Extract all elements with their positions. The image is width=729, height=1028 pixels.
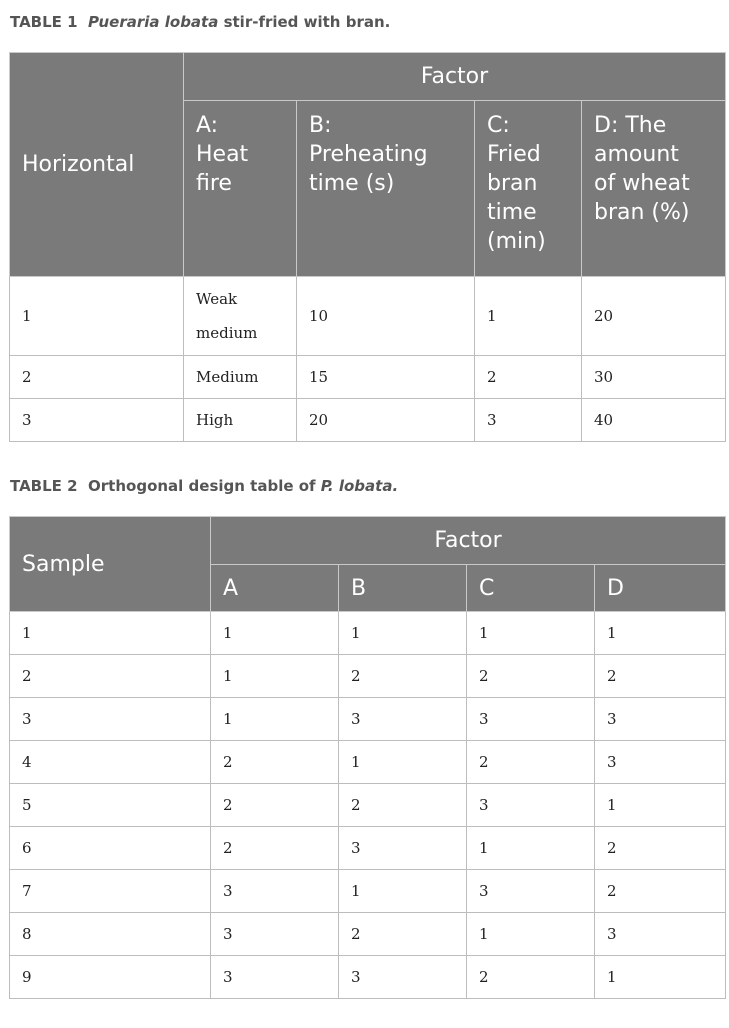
table-row: [10, 356, 726, 399]
table2-cell-c: 2: [467, 655, 595, 698]
table2-cell-d: 2: [595, 655, 726, 698]
table2-cell-c: 2: [467, 956, 595, 999]
table-row: [10, 399, 726, 442]
table2-cell-a: 3: [211, 956, 339, 999]
table-row: [10, 612, 726, 655]
table-row: [10, 698, 726, 741]
table2-cell-c: 3: [467, 784, 595, 827]
table1-cell-d: 40: [582, 399, 726, 442]
table1: [9, 52, 726, 442]
table2-cell-b: 1: [339, 870, 467, 913]
table-row: [10, 956, 726, 999]
table2-cell-a: 3: [211, 870, 339, 913]
table1-cell-d: 20: [582, 277, 726, 356]
table-row: [10, 827, 726, 870]
table2-sample: 4: [10, 741, 211, 784]
table2-caption-text: Orthogonal design table of: [88, 477, 316, 495]
table2-caption-number: TABLE 2: [10, 477, 78, 495]
table1-factor-header: Factor: [184, 53, 726, 101]
table2-row-header: Sample: [10, 517, 211, 612]
table1-col-a-header: A: Heat fire: [184, 101, 297, 277]
table2-cell-b: 3: [339, 698, 467, 741]
table-row: [10, 741, 726, 784]
table1-cell-a: Medium: [184, 356, 297, 399]
table1-col-b-header: B: Preheating time (s): [297, 101, 475, 277]
table2-cell-b: 2: [339, 784, 467, 827]
table2-cell-c: 3: [467, 698, 595, 741]
table-row: [10, 870, 726, 913]
table2-cell-c: 2: [467, 741, 595, 784]
table2-sample: 6: [10, 827, 211, 870]
table1-cell-a: High: [184, 399, 297, 442]
table2-cell-d: 2: [595, 870, 726, 913]
table2-sample: 2: [10, 655, 211, 698]
table2-col-d-header: D: [595, 565, 726, 612]
table1-cell-b: 15: [297, 356, 475, 399]
table1-cell-b: 20: [297, 399, 475, 442]
table2-cell-c: 1: [467, 827, 595, 870]
table2-sample: 9: [10, 956, 211, 999]
table1-cell-a: Weak medium: [184, 277, 297, 356]
table2-cell-b: 1: [339, 612, 467, 655]
table1-caption-text: stir-fried with bran.: [223, 13, 391, 31]
table1-cell-c: 3: [475, 399, 582, 442]
table2-cell-c: 3: [467, 870, 595, 913]
table2: [9, 516, 726, 999]
table2-cell-c: 1: [467, 612, 595, 655]
table2-cell-d: 1: [595, 956, 726, 999]
table2-sample: 3: [10, 698, 211, 741]
table1-cell-c: 1: [475, 277, 582, 356]
table2-cell-d: 1: [595, 784, 726, 827]
table2-cell-a: 1: [211, 698, 339, 741]
table2-cell-d: 3: [595, 741, 726, 784]
table1-caption-number: TABLE 1: [10, 13, 78, 31]
table2-cell-a: 1: [211, 612, 339, 655]
table2-sample: 5: [10, 784, 211, 827]
table2-cell-b: 1: [339, 741, 467, 784]
table2-cell-a: 3: [211, 913, 339, 956]
table2-col-a-header: A: [211, 565, 339, 612]
table1-caption: [10, 13, 390, 31]
table1-level: 3: [10, 399, 184, 442]
table2-cell-a: 2: [211, 784, 339, 827]
table2-col-b-header: B: [339, 565, 467, 612]
table2-body: [10, 612, 726, 999]
table1-col-c-header: C: Fried bran time (min): [475, 101, 582, 277]
table2-factor-header: Factor: [211, 517, 726, 565]
table2-cell-a: 2: [211, 741, 339, 784]
table1-cell-b: 10: [297, 277, 475, 356]
table2-cell-b: 3: [339, 956, 467, 999]
table1-level: 1: [10, 277, 184, 356]
table2-cell-a: 2: [211, 827, 339, 870]
table2-cell-d: 2: [595, 827, 726, 870]
table2-col-c-header: C: [467, 565, 595, 612]
table1-row-header: Horizontal: [10, 53, 184, 277]
table-row: [10, 655, 726, 698]
table1-level: 2: [10, 356, 184, 399]
table2-caption: [10, 477, 398, 495]
table-row: [10, 277, 726, 356]
table2-cell-d: 3: [595, 698, 726, 741]
table2-cell-d: 3: [595, 913, 726, 956]
table2-sample: 1: [10, 612, 211, 655]
table2-cell-b: 2: [339, 913, 467, 956]
table1-cell-c: 2: [475, 356, 582, 399]
table2-sample: 8: [10, 913, 211, 956]
table1-cell-d: 30: [582, 356, 726, 399]
table2-caption-species: P. lobata.: [320, 477, 399, 495]
table-row: [10, 784, 726, 827]
table2-cell-a: 1: [211, 655, 339, 698]
table-row: [10, 913, 726, 956]
table1-caption-species: Pueraria lobata: [88, 13, 219, 31]
table2-cell-c: 1: [467, 913, 595, 956]
table2-cell-b: 3: [339, 827, 467, 870]
table2-cell-d: 1: [595, 612, 726, 655]
table2-cell-b: 2: [339, 655, 467, 698]
table2-sample: 7: [10, 870, 211, 913]
table1-col-d-header: D: The amount of wheat bran (%): [582, 101, 726, 277]
